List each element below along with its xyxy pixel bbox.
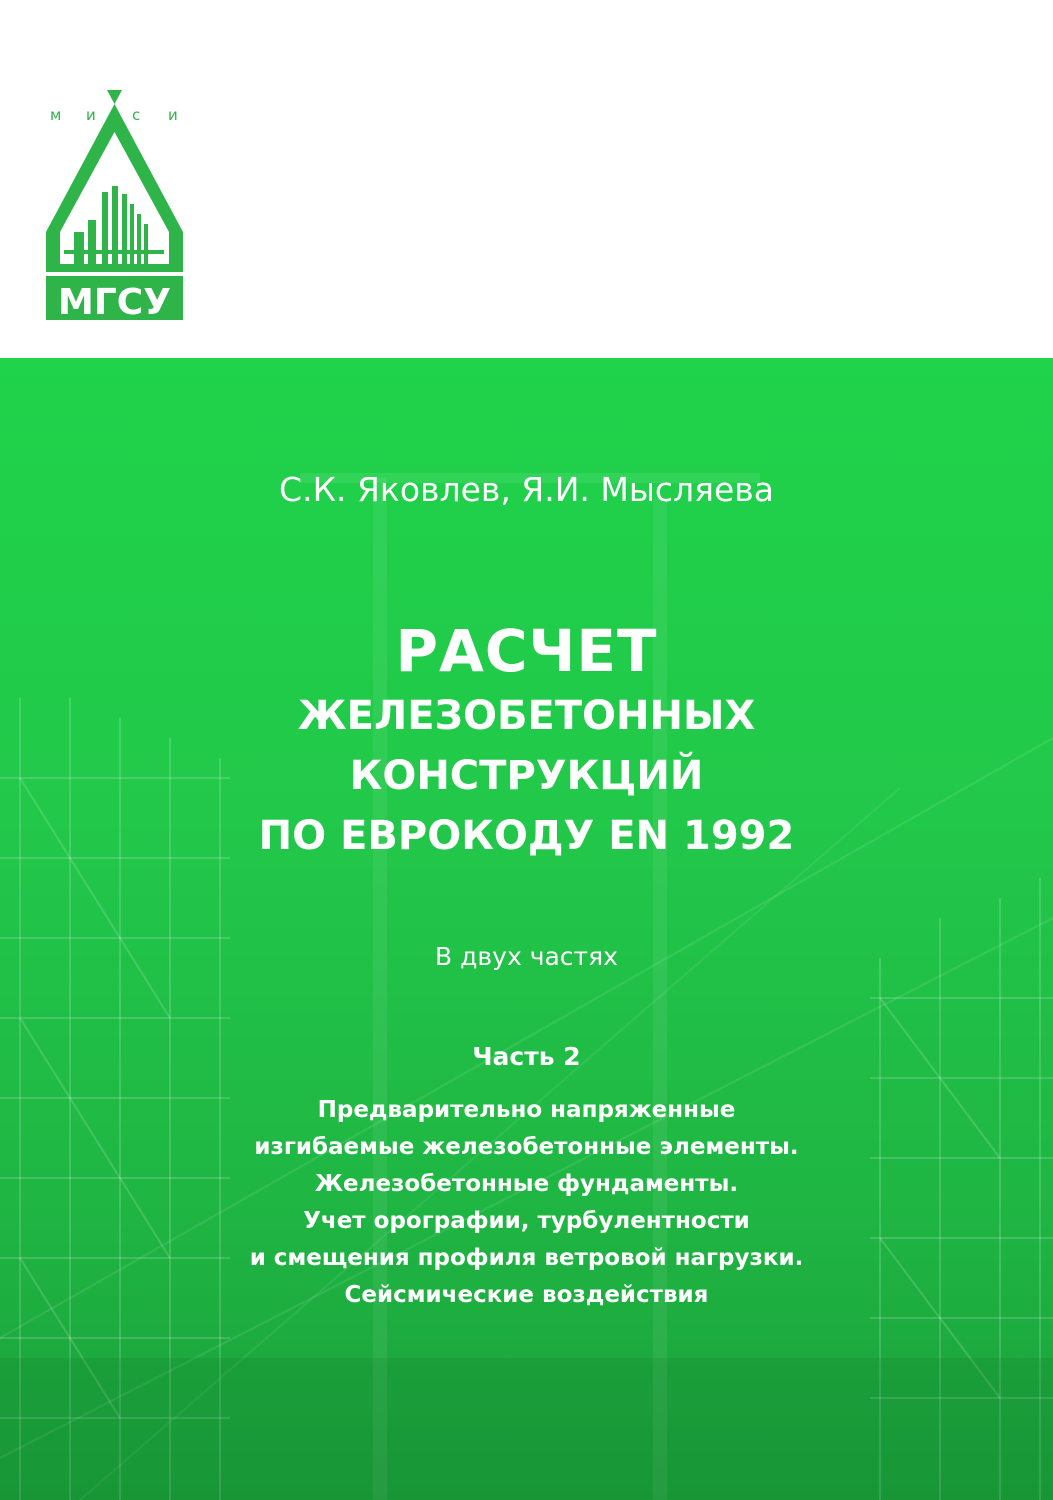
mgsu-logo — [44, 82, 186, 322]
scaffolding-background-image — [0, 358, 1053, 1500]
book-title — [0, 616, 1053, 866]
part-label: Часть 2 — [472, 1042, 581, 1071]
logo-letter-m: м — [50, 106, 62, 124]
title-main: РАСЧЕТ — [395, 617, 658, 685]
logo-name: МГСУ — [58, 282, 171, 322]
subtitle: В двух частях — [435, 942, 618, 971]
description-line: Сейсмические воздействия — [344, 1282, 709, 1308]
description-line: и смещения профиля ветровой нагрузки. — [249, 1245, 804, 1271]
authors: С.К. Яковлев, Я.И. Мысляева — [279, 470, 774, 509]
logo-letter-i1: и — [86, 106, 96, 124]
description-line: изгибаемые железобетонные элементы. — [254, 1134, 799, 1160]
description-line: Предварительно напряженные — [317, 1097, 736, 1123]
description-line: Железобетонные фундаменты. — [314, 1171, 739, 1197]
title-line: ЖЕЛЕЗОБЕТОННЫХ — [297, 693, 756, 739]
logo-letter-i2: и — [168, 106, 178, 124]
cover-green-band — [0, 358, 1053, 1500]
title-line: ПО ЕВРОКОДУ EN 1992 — [258, 813, 795, 859]
description-line: Учет орографии, турбулентности — [303, 1208, 750, 1234]
title-line: КОНСТРУКЦИЙ — [349, 753, 704, 799]
logo-letter-s: с — [132, 106, 141, 124]
part-description — [0, 1092, 1053, 1314]
